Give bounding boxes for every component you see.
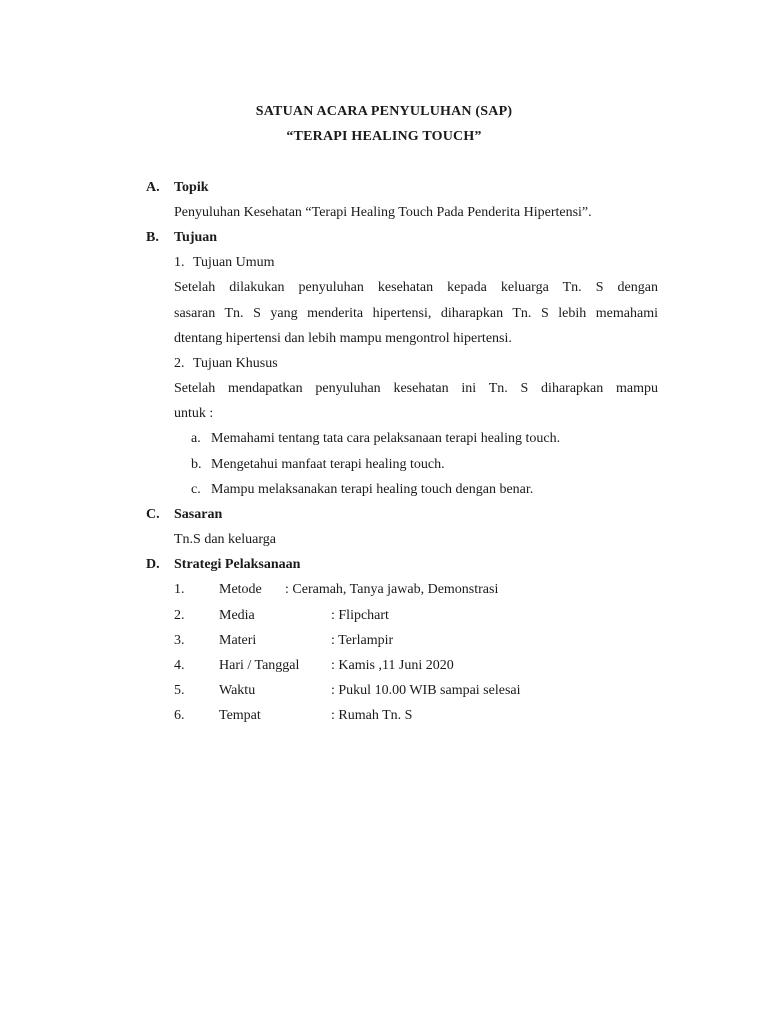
document-subtitle: “TERAPI HEALING TOUCH” [286,129,482,144]
strategy-row-value: : Flipchart [331,608,389,623]
section-a-letter: A. [146,180,160,195]
section-c-heading: Sasaran [174,507,223,522]
list-item: Mengetahui manfaat terapi healing touch. [211,457,445,472]
strategy-row-value: : Rumah Tn. S [331,708,413,723]
list-item-marker: a. [191,431,201,446]
strategy-row-value: : Terlampir [331,633,394,648]
section-a-text: Penyuluhan Kesehatan “Terapi Healing Touch Pada Penderita Hipertensi”. [174,205,592,220]
section-d-heading: Strategi Pelaksanaan [174,557,301,572]
section-a-heading: Topik [174,180,209,195]
strategy-row-label: Tempat [219,708,261,723]
strategy-row-label: Hari / Tanggal [219,658,300,673]
strategy-row-label: Materi [219,633,257,648]
strategy-row-label: Media [219,608,255,623]
strategy-row-number: 2. [174,608,185,623]
section-c-letter: C. [146,507,160,522]
strategy-row-number: 3. [174,633,185,648]
tujuan-umum-line: Setelah dilakukan penyuluhan kesehatan kepada keluarga Tn. S dengan [174,280,658,295]
list-item-marker: b. [191,457,202,472]
list-item: Memahami tentang tata cara pelaksanaan terapi healing touch. [211,431,561,446]
strategy-row-value: : Ceramah, Tanya jawab, Demonstrasi [285,582,499,597]
section-b-letter: B. [146,230,159,245]
strategy-row-number: 6. [174,708,185,723]
strategy-row-number: 4. [174,658,185,673]
tujuan-khusus-label: Tujuan Khusus [193,356,278,371]
tujuan-umum-line: dtentang hipertensi dan lebih mampu mengontrol hipertensi. [174,331,512,346]
strategy-row-number: 1. [174,582,185,597]
tujuan-khusus-line: untuk : [174,406,214,421]
tujuan-umum-number: 1. [174,255,185,270]
tujuan-umum-label: Tujuan Umum [193,255,275,270]
section-c-text: Tn.S dan keluarga [174,532,276,547]
document-title: SATUAN ACARA PENYULUHAN (SAP) [255,104,513,119]
tujuan-khusus-line: Setelah mendapatkan penyuluhan kesehatan ini Tn. S diharapkan mampu [174,381,658,396]
strategy-row-value: : Pukul 10.00 WIB sampai selesai [331,683,521,698]
list-item: Mampu melaksanakan terapi healing touch dengan benar. [211,482,534,497]
tujuan-khusus-number: 2. [174,356,185,371]
strategy-row-label: Waktu [219,683,256,698]
strategy-row-value: : Kamis ,11 Juni 2020 [331,658,454,673]
section-b-heading: Tujuan [174,230,218,245]
strategy-row-label: Metode [219,582,262,597]
tujuan-umum-line: sasaran Tn. S yang menderita hipertensi, diharapkan Tn. S lebih memahami [174,306,658,321]
section-d-letter: D. [146,557,160,572]
strategy-row-number: 5. [174,683,185,698]
list-item-marker: c. [191,482,201,497]
